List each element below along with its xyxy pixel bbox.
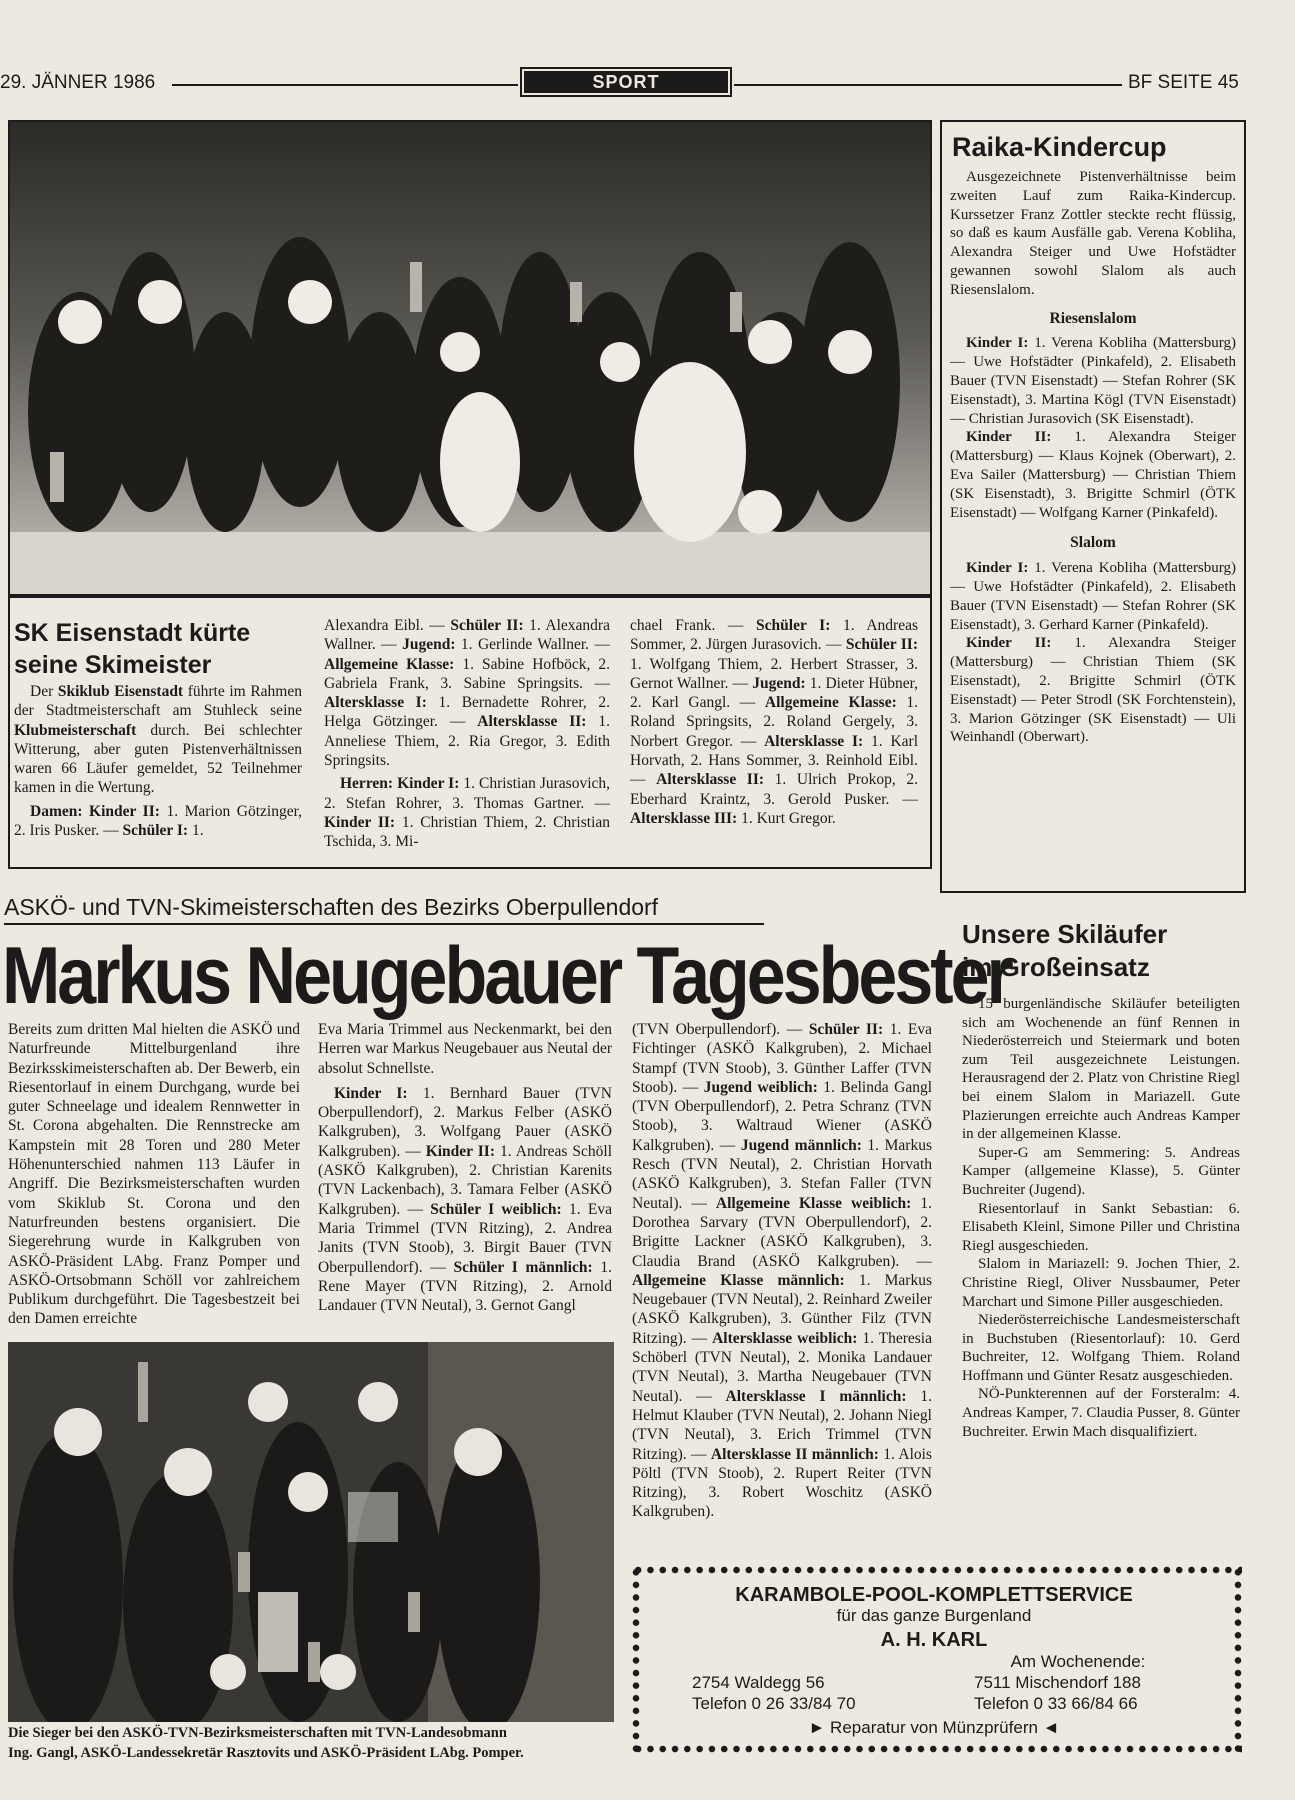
- issue-date: 29. JÄNNER 1986: [0, 72, 156, 93]
- ad-service-line: ► Reparatur von Münzprüfern ◄: [808, 1718, 1060, 1737]
- photo-caption-line2: Ing. Gangl, ASKÖ-Landessekretär Rasztovits und ASKÖ-Präsident LAbg. Pomper.: [8, 1745, 524, 1761]
- ad-address-left-street: 2754 Waldegg 56: [692, 1673, 825, 1692]
- sk-col-2: Alexandra Eibl. — Schüler II: 1. Alexandra Wallner. — Jugend: 1. Gerlinde Wallner. — Allgemeine Klasse: 1. Sabine Hofböck, 2. Gabriela Frank, 3. Sabine Springsits. — Altersklasse I: 1. Bernadette Rohrer, 2. Helga Götzinger. — Altersklasse II: 1. Anneliese Thiem, 2. Ria Gregor, 3. Edith Springsits. Herren: Kinder I: 1. Christian Jurasovich, 2. Stefan Rohrer, 3. Thomas Gartner. — Kinder II: 1. Christian Thiem, 2. Christian Tschida, 3. Mi-: [324, 617, 611, 851]
- ad-border-bottom: [632, 1745, 1242, 1753]
- ad-address-right-phone: Telefon 0 33 66/84 66: [974, 1694, 1138, 1713]
- ad-address-left: [692, 1672, 932, 1714]
- askoe-col-3: (TVN Oberpullendorf). — Schüler II: 1. Eva Fichtinger (ASKÖ Kalkgruben), 2. Michael Stampf (TVN Stoob), 3. Günther Laffer (TVN Stoob). — Jugend weiblich: 1. Belinda Gangl (TVN Oberpullendorf), 2. Petra Schranz (TVN Stoob), 3. Waltraud Wiener (ASKÖ Kalkgruben). — Jugend männlich: 1. Markus Resch (TVN Neutal), 2. Christian Horvath (ASKÖ Kalkgruben), 3. Stefan Faller (TVN Neutal). — Allgemeine Klasse weiblich: 1. Dorothea Sarvary (TVN Oberpullendorf), 2. Brigitte Lackner (ASKÖ Kalkgruben), 3. Claudia Brand (ASKÖ Kalkgruben). — Allgemeine Klasse männlich: 1. Markus Neugebauer (TVN Neutal), 2. Reinhard Zweiler (ASKÖ Kalkgruben), 3. Günther Filz (TVN Ritzing). — Altersklasse weiblich: 1. Theresia Schöberl (TVN Neutal), 2. Monika Landauer (TVN Neutal), 3. Martha Neugebauer (TVN Neutal). — Altersklasse I männlich: 1. Helmut Klauber (TVN Neutal), 2. Johann Niegl (TVN Neutal), 3. Erich Trimmel (TVN Ritzing). — Altersklasse II männlich: 1. Alois Pöltl (TVN Stoob), 2. Rupert Reiter (TVN Ritzing), 3. Robert Woschitz (ASKÖ Kalkgruben).: [632, 1021, 933, 1521]
- raika-riesenslalom-heading: Riesenslalom: [1049, 309, 1137, 327]
- askoe-headline: Markus Neugebauer Tagesbester: [2, 930, 1011, 1021]
- ski-p1: 15 burgenländische Skiläufer beteiligten sich am Wochenende an fünf Rennen in Niederösterreich und Steiermark und boten zum Teil ausgezeichnete Leistungen. Herausragend der 2. Platz von Christine Riegl bei einem Slalom in Mariazell. Gute Plazierungen erreichte auch Andreas Kamper in der allgemeinen Klasse.: [962, 996, 1240, 1143]
- photo-sieger: [8, 1342, 614, 1722]
- ad-address-right: [974, 1672, 1214, 1714]
- sk-col-3: chael Frank. — Schüler I: 1. Andreas Sommer, 2. Jürgen Jurasovich. — Schüler II: 1. Wolfgang Thiem, 2. Herbert Strasser, 3. Gernot Wallner. — Jugend: 1. Dieter Hübner, 2. Karl Gangl. — Allgemeine Klasse: 1. Roland Springsits, 2. Roland Gergely, 3. Norbert Gregor. — Altersklasse I: 1. Karl Horvath, 2. Hans Sommer, 3. Reinhold Eibl. — Altersklasse II: 1. Ulrich Prokop, 2. Eberhard Kraintz, 3. Gerold Pusker. — Altersklasse III: 1. Kurt Gregor.: [630, 617, 919, 827]
- ski-p5: Niederösterreichische Landesmeisterschaft in Buchstuben (Riesentorlauf): 10. Gerd Buchreiter, 12. Wolfgang Thiem. Roland Hoffmann und Günter Resatz ausgeschieden.: [962, 1312, 1240, 1384]
- ad-subtitle: für das ganze Burgenland: [836, 1606, 1032, 1625]
- ad-weekend-label: Am Wochenende:: [1010, 1652, 1146, 1671]
- photo-skimeister-image: [10, 122, 932, 596]
- askoe-col-2: Eva Maria Trimmel aus Neckenmarkt, bei den Herren war Markus Neugebauer aus Neutal der absolut Schnellste. Kinder I: 1. Bernhard Bauer (TVN Oberpullendorf), 2. Markus Felber (ASKÖ Kalkgruben), 3. Wolfgang Pauer (ASKÖ Kalkgruben). — Kinder II: 1. Andreas Schöll (ASKÖ Kalkgruben), 2. Christian Karenits (TVN Lackenbach), 3. Tamara Felber (ASKÖ Kalkgruben). — Schüler I weiblich: 1. Eva Maria Trimmel (TVN Ritzing), 2. Andrea Janits (TVN Stoob), 3. Birgit Bauer (TVN Oberpullendorf). — Schüler I männlich: 1. Rene Mayer (TVN Ritzing), 2. Arnold Landauer (TVN Neutal), 3. Gernot Gangl: [318, 1021, 612, 1315]
- ski-p2: Super-G am Semmering: 5. Andreas Kamper (allgemeine Klasse), 5. Günter Buchreiter (Jugend).: [962, 1144, 1240, 1198]
- sk-headline: [14, 617, 314, 681]
- raika-intro: Ausgezeichnete Pistenverhältnisse beim zweiten Lauf zum Raika-Kindercup. Kurssetzer Franz Zottler steckte recht flüssig, so daß es kaum Ausfälle gab. Verena Kobliha, Alexandra Steiger und Uwe Hofstädter gewannen sowohl Slalom als auch Riesenslalom.: [950, 169, 1236, 298]
- sk-headline-line1: SK Eisenstadt kürte: [14, 619, 251, 647]
- page-number: BF SEITE 45: [1128, 72, 1239, 93]
- ad-border-left: [632, 1566, 640, 1753]
- section-label-box: [520, 67, 732, 97]
- ski-p6: NÖ-Punkterennen auf der Forsteralm: 4. Andreas Kamper, 7. Claudia Pusser, 8. Günter Buchreiter. Erwin Mach disqualifiziert.: [962, 1386, 1240, 1440]
- ad-border-top: [632, 1566, 1242, 1574]
- ski-headline: [962, 918, 1252, 984]
- header-rule-left: [172, 84, 518, 86]
- photo-sieger-image: [8, 1342, 614, 1722]
- sk-col-1: Der Skiklub Eisenstadt führte im Rahmen der Stadtmeisterschaft am Stuhleck seine Klubmeisterschaft durch. Bei schlechter Witterung, aber guten Pistenverhältnissen waren 66 Läufer gemeldet, 52 Teilnehmer kamen in die Wertung. Damen: Kinder II: 1. Marion Götzinger, 2. Iris Pusker. — Schüler I: 1.: [14, 683, 302, 840]
- raika-body: Ausgezeichnete Pistenverhältnisse beim zweiten Lauf zum Raika-Kindercup. Kurssetzer Franz Zottler steckte recht flüssig, so daß es kaum Ausfälle gab. Verena Kobliha, Alexandra Steiger und Uwe Hofstädter gewannen sowohl Slalom als auch Riesenslalom. Riesenslalom Kinder I: 1. Verena Kobliha (Mattersburg) — Uwe Hofstädter (Pinkafeld), 2. Elisabeth Bauer (TVN Eisenstadt) — Stefan Rohrer (SK Eisenstadt), 3. Martina Kögl (TVN Eisenstadt) — Christian Jurasovich (SK Eisenstadt). Kinder II: 1. Alexandra Steiger (Mattersburg) — Klaus Kojnek (Oberwart), 2. Eva Sailer (Mattersburg) — Christian Thiem (SK Eisenstadt), 3. Brigitte Schmirl (ÖTK Eisenstadt) — Wolfgang Karner (Pinkafeld). Slalom Kinder I: 1. Verena Kobliha (Mattersburg) — Uwe Hofstädter (Pinkafeld), 2. Elisabeth Bauer (TVN Eisenstadt) — Stefan Rohrer (SK Eisenstadt), 3. Gerhard Karner (Pinkafeld). Kinder II: 1. Alexandra Steiger (Mattersburg) — Christian Thiem (SK Eisenstadt), 2. Brigitte Schmirl (ÖTK Eisenstadt) — Peter Strodl (SK Forchtenstein), 3. Marion Götzinger (SK Eisenstadt) — Uli Weinhandl (Oberwart).: [950, 169, 1236, 746]
- photo-caption-line1: Die Sieger bei den ASKÖ-TVN-Bezirksmeisterschaften mit TVN-Landesobmann: [8, 1725, 507, 1741]
- ski-p4: Slalom in Mariazell: 9. Jochen Thier, 2. Christine Riegl, Oliver Nussbaumer, Peter Marchart und Simone Piller ausgeschieden.: [962, 1256, 1240, 1310]
- raika-slalom-heading: Slalom: [1070, 534, 1116, 552]
- ski-headline-line1: Unsere Skiläufer: [962, 919, 1168, 949]
- photo-caption: [8, 1723, 620, 1763]
- ad-address-right-street: 7511 Mischendorf 188: [974, 1673, 1141, 1692]
- photo-skimeister: [8, 120, 932, 596]
- askoe-col-2-intro: Eva Maria Trimmel aus Neckenmarkt, bei den Herren war Markus Neugebauer aus Neutal der absolut Schnellste.: [318, 1021, 612, 1077]
- ad-company-name: A. H. KARL: [880, 1629, 988, 1651]
- ski-p3: Riesentorlauf in Sankt Sebastian: 6. Elisabeth Kleinl, Simone Piller und Christina Riegl ausgeschieden.: [962, 1200, 1240, 1254]
- sk-headline-line2: seine Skimeister: [14, 651, 212, 679]
- section-label: SPORT: [524, 71, 728, 93]
- ski-body: [962, 995, 1240, 1441]
- ad-address-left-phone: Telefon 0 26 33/84 70: [692, 1694, 856, 1713]
- ad-title: KARAMBOLE-POOL-KOMPLETTSERVICE: [735, 1584, 1133, 1606]
- ad-border-right: [1234, 1566, 1242, 1753]
- ski-headline-line2: im Großeinsatz: [962, 952, 1150, 982]
- header-rule-right: [734, 84, 1122, 86]
- raika-headline: Raika-Kindercup: [952, 132, 1167, 162]
- askoe-kicker: ASKÖ- und TVN-Skimeisterschaften des Bezirks Oberpullendorf: [4, 893, 764, 925]
- askoe-col-1: Bereits zum dritten Mal hielten die ASKÖ und Naturfreunde Mittelburgenland ihre Bezirksskimeisterschaften ab. Der Bewerb, ein Riesentorlauf in einem Durchgang, wurde bei guter Schneelage und idealem Rennwetter in St. Corona abgehalten. Die Rennstrecke am Kampstein mit 28 Toren und 280 Meter Höhenunterschied nahmen 113 Läufer in Angriff. Die Bezirksmeisterschaften wurden vom Skiklub St. Corona und den Naturfreunden bestens organisiert. Die Siegerehrung wurde in Kalkgruben von ASKÖ-Präsident LAbg. Franz Pomper und ASKÖ-Ortsobmann Schöll vor zahlreichem Publikum durchgeführt. Die Tagesbestzeit bei den Damen erreichte: [8, 1021, 300, 1328]
